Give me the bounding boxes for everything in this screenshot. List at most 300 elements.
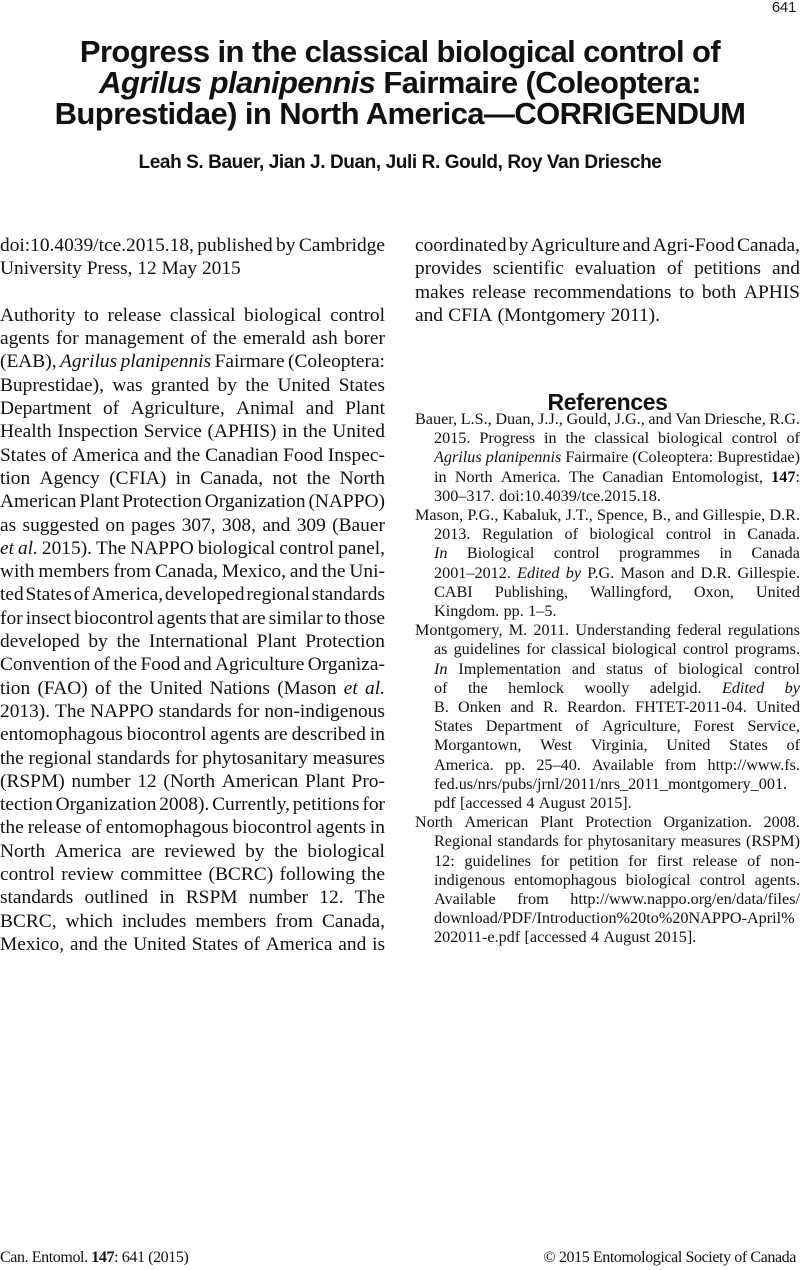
word: the: [361, 864, 385, 886]
word: 2011).: [610, 304, 660, 326]
reference-entry: [415, 410, 800, 506]
word: American: [464, 813, 529, 832]
word: Currently,: [212, 794, 290, 816]
word: 2015).: [41, 537, 92, 559]
word: Plant: [304, 770, 345, 792]
word: NAPPO: [130, 537, 194, 559]
word: of: [243, 933, 260, 955]
word: and: [289, 561, 318, 583]
word: and: [571, 659, 596, 678]
word: non-indigenous: [264, 700, 385, 722]
word: and: [338, 933, 367, 955]
word: (North: [163, 770, 216, 792]
word: of: [434, 678, 448, 697]
word: CFIA: [448, 304, 493, 326]
word: Bauer,: [415, 410, 458, 428]
word: that: [209, 607, 239, 629]
word: petition: [569, 851, 619, 870]
word: Uni-: [349, 561, 385, 583]
word: Canadian: [602, 467, 664, 486]
word: 202011-e.pdf: [434, 928, 521, 947]
word: The: [95, 537, 127, 559]
word: emerald: [242, 328, 306, 350]
word: ash: [311, 328, 338, 350]
doi-notice-line-1: [0, 234, 385, 257]
word: Agriculture: [215, 654, 305, 676]
word: release: [692, 851, 738, 870]
word: of: [85, 817, 102, 839]
word: American: [221, 770, 299, 792]
word: J.T.,: [565, 506, 593, 525]
journal-citation-footer: [0, 1249, 188, 1267]
word: (CFIA): [109, 467, 167, 489]
word: Nations: [209, 677, 270, 699]
word: Montgomery,: [415, 621, 503, 640]
word: the: [306, 467, 331, 489]
word: Organiza-: [307, 654, 385, 676]
word: Entomologist,: [671, 467, 763, 486]
word: Canada,: [154, 561, 218, 583]
word: [accessed: [459, 794, 522, 813]
word: Organization: [204, 491, 306, 513]
reference-line: [434, 544, 800, 563]
word: August: [538, 794, 586, 813]
word: Wallingford,: [590, 582, 672, 601]
word: not: [272, 467, 298, 489]
word: and: [510, 698, 534, 717]
word: release: [27, 817, 82, 839]
doi-notice-line-2: University Press, 12 May 2015: [0, 258, 241, 280]
word: the: [274, 840, 298, 862]
word: entomophagous: [514, 870, 617, 889]
word: 2015].: [654, 928, 697, 947]
word: from: [517, 890, 549, 909]
title-line-1: Progress in the classical biological control of: [79, 34, 721, 69]
word: (EAB),: [0, 351, 57, 373]
word: Organization.: [663, 813, 752, 832]
word: to: [679, 281, 695, 303]
word: the: [565, 429, 586, 448]
text-line: [0, 863, 385, 886]
word: America: [54, 840, 122, 862]
word: are: [263, 724, 288, 746]
word: Forest: [693, 717, 735, 736]
word: agents: [0, 328, 50, 350]
word: agents: [316, 817, 366, 839]
word: biological: [307, 840, 385, 862]
word: Agriculture,: [601, 717, 681, 736]
word: North: [415, 813, 453, 832]
reference-line: [434, 756, 800, 775]
word: 1–5.: [528, 602, 557, 621]
word: Agriculture,: [130, 398, 225, 420]
word: D.R.: [700, 563, 732, 582]
word: biocontrol: [74, 607, 154, 629]
word: from: [113, 561, 152, 583]
word: al.: [365, 677, 385, 699]
word: the: [113, 654, 138, 676]
reference-line: [434, 448, 800, 467]
word: the: [118, 677, 143, 699]
word: those: [344, 607, 385, 629]
word: Canada.: [747, 525, 800, 544]
word: entomophagous: [0, 724, 123, 746]
word: are: [241, 607, 266, 629]
word: 309: [296, 514, 326, 536]
word: in: [369, 724, 385, 746]
text-line: [415, 281, 800, 304]
word: of: [564, 525, 579, 544]
word: standards: [311, 584, 385, 606]
left-column: [0, 234, 385, 956]
word: pdf: [434, 794, 456, 813]
word: the: [103, 933, 128, 955]
word: biological: [197, 537, 276, 559]
word: programmes: [619, 544, 700, 563]
word: Plant: [345, 398, 385, 420]
word: International: [148, 631, 248, 653]
word: of: [786, 429, 800, 448]
word: 2015].: [589, 794, 632, 813]
reference-line: [434, 564, 800, 583]
word: from: [275, 910, 314, 932]
article-title-block: [0, 36, 800, 129]
word: Plant: [540, 813, 574, 832]
word: agents.: [754, 870, 800, 889]
word: Agrilus: [60, 351, 118, 373]
word: CABI: [434, 582, 473, 601]
journal-volume: 147: [91, 1249, 115, 1266]
word: by: [217, 374, 237, 396]
word: B.,: [652, 506, 671, 525]
page-number: 641: [771, 0, 796, 16]
word: America.: [500, 467, 561, 486]
word: Mexico,: [0, 933, 65, 955]
word: in: [434, 467, 447, 486]
word: scientific: [492, 258, 564, 280]
word: pp.: [503, 602, 524, 621]
word: entomophagous: [105, 817, 229, 839]
word: status: [606, 659, 644, 678]
word: Pro-: [351, 770, 385, 792]
word: America: [265, 933, 333, 955]
word: and: [305, 398, 334, 420]
word: Inspec-: [327, 444, 385, 466]
word: coordinated: [415, 235, 507, 256]
word: States: [434, 717, 473, 736]
word: granted: [150, 374, 210, 396]
word: control: [731, 429, 778, 448]
word: 2011.: [533, 621, 570, 640]
word: United: [666, 736, 711, 755]
word: B.: [434, 698, 449, 717]
word: Protection: [122, 491, 202, 513]
word: the: [0, 817, 24, 839]
word: are: [131, 840, 155, 862]
word: regional: [246, 584, 310, 606]
text-line: [0, 607, 385, 630]
word: agents: [157, 607, 207, 629]
word: BCRC,: [0, 910, 57, 932]
word: tion: [0, 467, 31, 489]
word: and: [143, 444, 172, 466]
word: control: [330, 304, 385, 326]
word: for: [362, 794, 385, 816]
word: Driesche,: [704, 410, 766, 428]
word: of: [93, 654, 111, 676]
word: control: [553, 544, 600, 563]
word: and: [648, 410, 672, 428]
word: North: [454, 467, 493, 486]
word: August: [603, 928, 651, 947]
word: Kingdom.: [434, 602, 500, 621]
word: P.G.: [587, 563, 615, 582]
word: Agriculture: [530, 235, 621, 256]
word: release: [107, 304, 162, 326]
word: the: [116, 631, 141, 653]
word: makes: [415, 281, 465, 303]
word: 2013).: [0, 700, 51, 722]
word: doi:10.4039/tce.2015.18,: [0, 235, 194, 256]
word: pp.: [504, 755, 526, 774]
word: control: [699, 870, 746, 889]
word: States: [338, 374, 385, 396]
word: adelgid.: [649, 678, 702, 697]
word: insect: [25, 607, 72, 629]
word: for: [0, 607, 23, 629]
word: al.: [17, 537, 38, 559]
word: of: [575, 717, 589, 736]
word: Virginia,: [590, 736, 648, 755]
word: America: [72, 444, 139, 466]
reference-entry: [415, 506, 800, 621]
word: Fairmaire: [565, 448, 629, 467]
word: for: [563, 832, 583, 851]
word: States: [25, 584, 72, 606]
word: Department: [485, 717, 563, 736]
word: phytosanitary: [202, 747, 308, 769]
doi-notice: [0, 234, 385, 281]
word: control: [665, 525, 712, 544]
text-line: [415, 304, 800, 327]
word: Buprestidae): [717, 448, 800, 467]
word: Canada,: [736, 235, 800, 256]
word: of: [51, 444, 68, 466]
word: petitions: [694, 258, 761, 280]
word: for: [628, 851, 648, 870]
word: biological: [625, 870, 691, 889]
reference-line: [434, 525, 800, 544]
word: States: [191, 933, 239, 955]
word: United: [332, 421, 385, 443]
word: 4: [526, 794, 535, 813]
word: The: [354, 887, 385, 909]
reference-line: [434, 429, 800, 448]
body-paragraph-continued: [415, 234, 800, 327]
word: and: [622, 235, 651, 256]
text-line: [0, 793, 385, 816]
word: Agency: [39, 467, 100, 489]
word: for: [540, 851, 560, 870]
word: Plant: [256, 631, 297, 653]
word: biocontrol: [126, 724, 207, 746]
word: 12.: [319, 887, 344, 909]
text-line: [0, 537, 385, 560]
word: Protection: [305, 631, 385, 653]
word: http://www.nappo.org/en/data/files/: [570, 890, 800, 909]
reference-line: [434, 794, 800, 813]
word: Oxon,: [693, 582, 734, 601]
reference-line: [434, 832, 800, 851]
word: evaluation: [575, 258, 656, 280]
word: for: [236, 700, 260, 722]
word: 307,: [181, 514, 216, 536]
word: Gillespie,: [702, 506, 766, 525]
word: 2008).: [159, 794, 210, 816]
word: for: [526, 640, 546, 659]
text-line: [0, 514, 385, 537]
word: et: [0, 537, 14, 559]
references-list: [415, 410, 800, 948]
reference-line: [434, 871, 800, 890]
word: M.: [508, 621, 528, 640]
reference-line: [434, 928, 800, 947]
word: North: [339, 467, 385, 489]
word: hemlock: [508, 678, 564, 697]
word: standards: [0, 887, 74, 909]
text-line: [0, 467, 385, 490]
text-line: [0, 490, 385, 513]
word: pages: [131, 514, 176, 536]
word: biological: [678, 659, 744, 678]
word: for: [174, 747, 198, 769]
word: the: [302, 421, 327, 443]
word: Van: [675, 410, 701, 428]
word: to: [83, 304, 99, 326]
word: outlined: [84, 887, 149, 909]
reference-line: [434, 679, 800, 698]
reference-line: [434, 852, 800, 871]
reference-line: [434, 890, 800, 909]
text-line: [0, 700, 385, 723]
word: L.S.,: [460, 410, 492, 428]
word: Regional: [434, 832, 493, 851]
word: of: [747, 851, 761, 870]
word: control: [754, 659, 800, 678]
word: et: [343, 677, 358, 699]
word: APHIS: [743, 281, 800, 303]
word: phytosanitary: [587, 832, 676, 851]
word: United: [755, 698, 800, 717]
word: (RSPM): [0, 770, 65, 792]
word: fed.us/nrs/pubs/jrnl/2011/nrs_2011_montgomery_001.: [434, 774, 788, 793]
word: (Coleoptera:: [288, 351, 385, 373]
title-line-2: [0, 67, 800, 98]
text-line: [0, 397, 385, 420]
word: which: [65, 910, 113, 932]
word: http://www.fs.: [707, 755, 800, 774]
word: Duan,: [495, 410, 535, 428]
references-heading: References: [547, 389, 668, 416]
reference-entry: [415, 813, 800, 947]
text-line: [0, 630, 385, 653]
word: panel,: [338, 537, 385, 559]
word: regional: [28, 747, 93, 769]
word: (Bauer: [332, 514, 385, 536]
word: reviewed: [164, 840, 236, 862]
word: of: [102, 398, 120, 420]
word: Agrilus: [434, 448, 482, 467]
word: both: [701, 281, 737, 303]
word: Plant: [79, 491, 120, 513]
word: of: [190, 328, 207, 350]
word: for: [55, 328, 79, 350]
word: American: [0, 491, 77, 513]
word: Food: [140, 654, 181, 676]
word: 147:: [771, 467, 800, 486]
reference-line: [434, 487, 800, 506]
title-line-3: Buprestidae) in North America—CORRIGENDUM: [54, 96, 746, 131]
word: classical: [169, 304, 236, 326]
word: of: [666, 258, 684, 280]
word: the: [0, 747, 24, 769]
word: and: [69, 933, 98, 955]
word: is: [372, 933, 385, 955]
word: Department: [0, 398, 92, 420]
word: Agri-Food: [652, 235, 735, 256]
word: number: [71, 770, 131, 792]
word: Canada,: [200, 467, 264, 489]
word: published: [197, 235, 273, 256]
text-line: [0, 327, 385, 350]
word: 300–317.: [434, 486, 495, 505]
word: of: [786, 736, 800, 755]
word: Biological: [466, 544, 535, 563]
title-species-name: Agrilus planipennis: [99, 65, 376, 100]
word: 12:: [434, 851, 455, 870]
word: 2013.: [434, 525, 471, 544]
word: review: [61, 864, 115, 886]
word: developed: [0, 631, 80, 653]
text-line: [0, 350, 385, 373]
word: and: [771, 258, 800, 280]
word: guidelines: [464, 851, 531, 870]
word: Fairmare: [214, 351, 285, 373]
word: measures: [312, 747, 385, 769]
word: control: [279, 537, 335, 559]
word: (FAO): [37, 677, 88, 699]
word: of: [95, 677, 112, 699]
reference-line: [434, 736, 800, 755]
word: States: [729, 736, 768, 755]
word: 25–40.: [536, 755, 581, 774]
reference-line: [415, 813, 800, 832]
journal-pages-year: : 641 (2015): [114, 1249, 189, 1266]
text-line: [0, 304, 385, 327]
reference-line: [434, 717, 800, 736]
word: to: [325, 607, 341, 629]
word: 2001–2012.: [434, 563, 511, 582]
author-list: Leah S. Bauer, Jian J. Duan, Juli R. Gould, Roy Van Driesche: [138, 152, 662, 173]
word: (NAPPO): [308, 491, 385, 513]
word: Understanding: [575, 621, 671, 640]
word: and: [675, 506, 699, 525]
word: Edited: [517, 563, 560, 582]
word: and: [670, 563, 695, 582]
word: Regulation: [481, 525, 553, 544]
word: (Mason: [277, 677, 337, 699]
word: control: [0, 864, 55, 886]
